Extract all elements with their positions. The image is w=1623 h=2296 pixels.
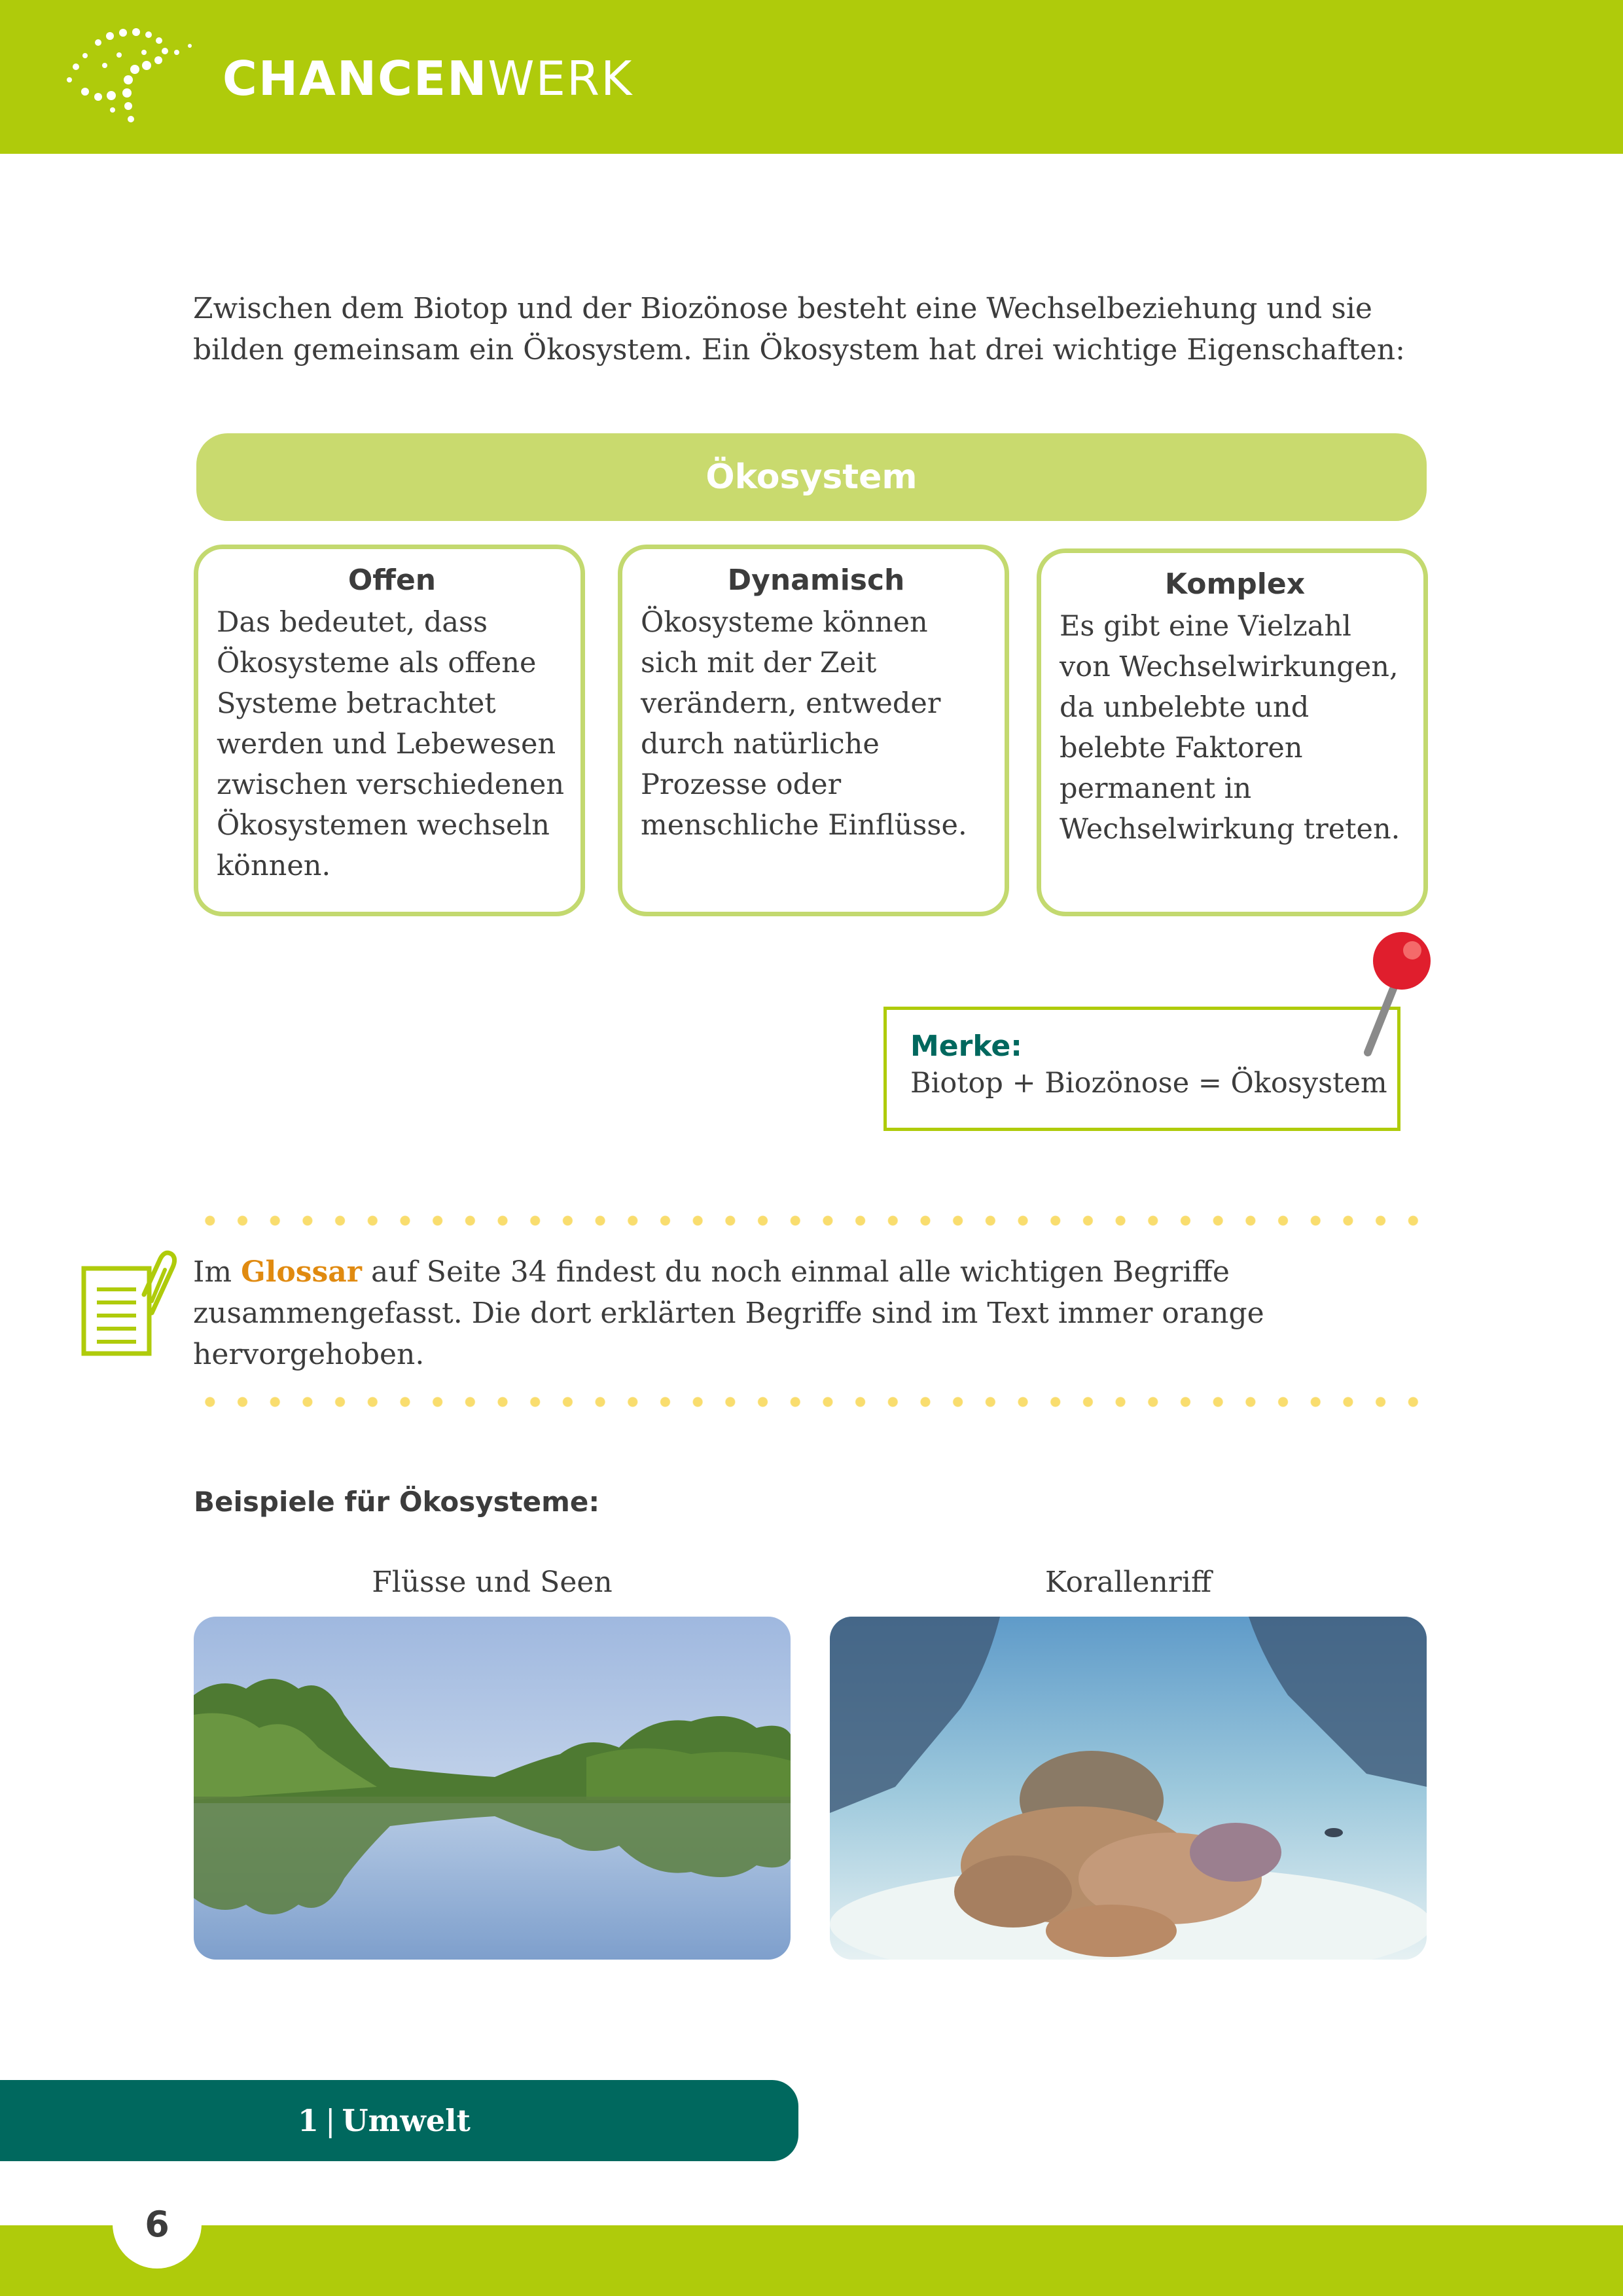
property-text: Ökosysteme können sich mit der Zeit verändern, entweder durch natürliche Prozesse oder menschliche Einflüsse.	[641, 606, 967, 842]
property-text: Das bedeutet, dass Ökosysteme als offene Systeme betrachtet werden und Lebewesen zwischen verschiedenen Ökosystemen wechseln können.	[217, 606, 565, 882]
property-card-dynamisch	[618, 545, 1009, 916]
property-title: Komplex	[1164, 567, 1306, 601]
pushpin-icon	[1348, 928, 1440, 1059]
chapter-separator: |	[325, 2103, 336, 2138]
ecosystem-title: Ökosystem	[196, 433, 1427, 521]
page-footer	[0, 2225, 1623, 2296]
property-card-offen	[194, 545, 585, 916]
property-title: Dynamisch	[727, 564, 905, 597]
lake-photo	[194, 1617, 791, 1960]
chancenwerk-logo-icon	[65, 26, 209, 131]
chapter-banner	[0, 2080, 798, 2161]
page-number: 6	[113, 2179, 202, 2269]
glossar-note: Im Glossar auf Seite 34 findest du noch einmal alle wichtigen Begriffe zusammengefasst. Die dort erklärten Begriffe sind im Text immer orange hervorgehoben.	[193, 1255, 1264, 1371]
property-title: Offen	[348, 564, 437, 597]
glossar-link[interactable]: Glossar	[241, 1255, 362, 1289]
coral-reef-photo	[830, 1617, 1427, 1960]
merke-text: Biotop + Biozönose = Ökosystem	[910, 1067, 1387, 1100]
example-caption-rivers: Flüsse und Seen	[372, 1566, 613, 1599]
example-caption-reef: Korallenriff	[1044, 1566, 1212, 1599]
dotted-divider	[194, 1214, 1431, 1227]
merke-box	[883, 1007, 1400, 1131]
property-text: Es gibt eine Vielzahl von Wechselwirkungen, da unbelebte und belebte Faktoren permanent in Wechselwirkung treten.	[1060, 610, 1400, 846]
note-clip-icon	[79, 1249, 177, 1367]
merke-title: Merke:	[910, 1030, 1022, 1063]
page-header	[0, 0, 1623, 154]
dotted-divider	[194, 1395, 1431, 1408]
intro-text: Zwischen dem Biotop und der Biozönose besteht eine Wechselbeziehung und sie bilden gemeinsam ein Ökosystem. Ein Ökosystem hat drei wichtige Eigenschaften:	[193, 292, 1405, 367]
chapter-number: 1	[298, 2103, 319, 2138]
property-card-komplex	[1037, 548, 1428, 916]
chapter-title: Umwelt	[342, 2103, 471, 2138]
brand-name: CHANCENWERK	[223, 51, 633, 106]
examples-heading: Beispiele für Ökosysteme:	[194, 1486, 600, 1518]
